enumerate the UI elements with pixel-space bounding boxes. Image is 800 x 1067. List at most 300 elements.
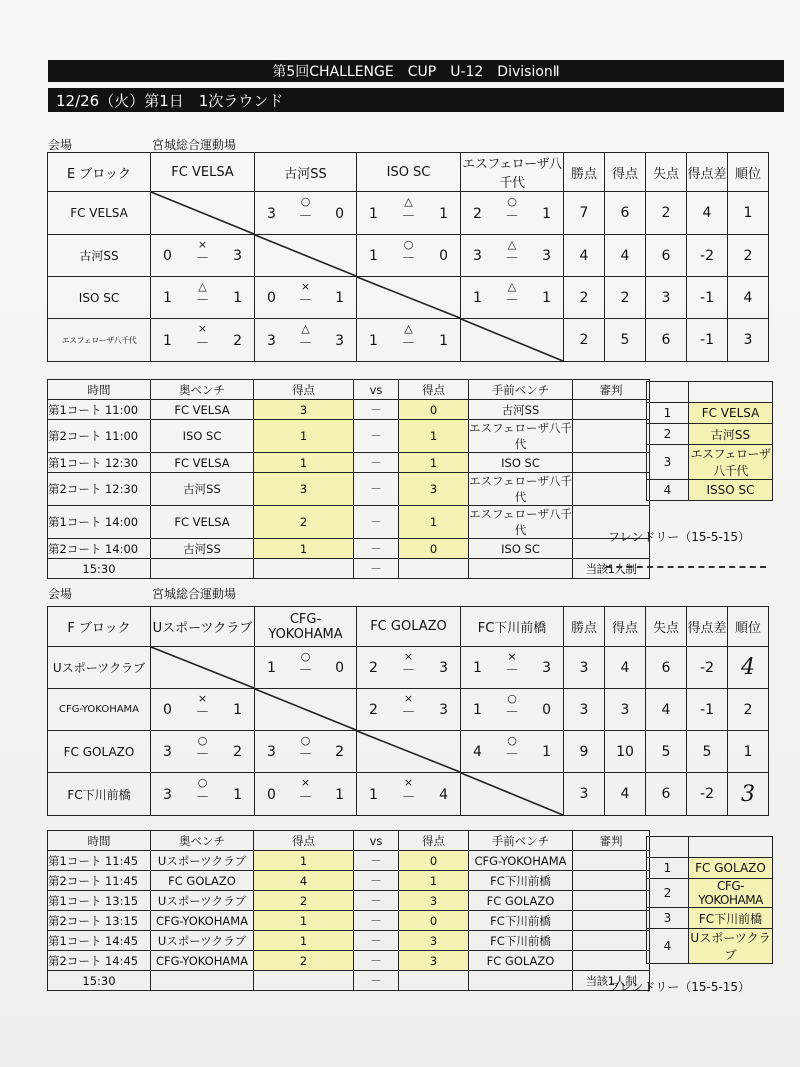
- grid-header-row: [48, 607, 769, 647]
- back-bench-team: 古河SS: [151, 539, 254, 559]
- score-left: 1: [163, 290, 172, 306]
- score-dash: －: [505, 747, 519, 763]
- grid-row-team: ISO SC: [48, 277, 151, 319]
- front-score: 1: [399, 506, 469, 539]
- grid-col-team: ISO SC: [357, 153, 461, 192]
- match-time: 第2コート 14:45: [48, 951, 151, 971]
- score-left: 1: [473, 290, 482, 306]
- stat-value: 9: [564, 731, 605, 773]
- rank-number: 3: [647, 908, 689, 929]
- score-dash: －: [401, 209, 416, 225]
- match-time: 第2コート 11:45: [48, 871, 151, 891]
- score-dash: －: [298, 209, 313, 225]
- score-right: 1: [542, 206, 551, 222]
- score-right: 0: [439, 248, 448, 264]
- match-time: 第1コート 13:15: [48, 891, 151, 911]
- ranking-row: [647, 424, 773, 445]
- match-result-cell: [255, 319, 357, 362]
- score-left: 1: [369, 787, 378, 803]
- back-bench-team: Uスポーツクラブ: [151, 851, 254, 871]
- score-dash: －: [505, 251, 519, 267]
- back-score: 1: [254, 539, 354, 559]
- stat-value: 3: [646, 277, 687, 319]
- self-match-cell: [357, 277, 461, 319]
- score-right: 3: [439, 660, 448, 676]
- referee: [573, 851, 650, 871]
- score-left: 3: [267, 744, 276, 760]
- schedule-header: 審判: [573, 831, 650, 851]
- score-left: 0: [267, 290, 276, 306]
- grid-row-team: 古河SS: [48, 235, 151, 277]
- schedule-row: [48, 453, 650, 473]
- grid-row: [48, 773, 769, 816]
- stat-value: -2: [687, 647, 728, 689]
- front-bench-team: FC GOLAZO: [469, 891, 573, 911]
- score-right: 2: [233, 333, 242, 349]
- schedule-header: vs: [354, 380, 399, 400]
- front-bench-team: ISO SC: [469, 453, 573, 473]
- stat-value: 2: [728, 689, 769, 731]
- match-result-cell: [255, 773, 357, 816]
- rank-number: 2: [647, 879, 689, 908]
- back-score: [254, 971, 354, 991]
- match-result-cell: [461, 731, 564, 773]
- front-bench-team: 古河SS: [469, 400, 573, 420]
- match-result-cell: [255, 731, 357, 773]
- self-match-cell: [461, 773, 564, 816]
- schedule-header: 得点: [254, 831, 354, 851]
- score-dash: －: [401, 251, 416, 267]
- schedule-header: 審判: [573, 380, 650, 400]
- rank-team: エスフェローザ八千代: [689, 445, 773, 480]
- score-left: 2: [369, 702, 378, 718]
- grid-row: [48, 731, 769, 773]
- front-score: 3: [399, 951, 469, 971]
- match-result-cell: [461, 647, 564, 689]
- vs-mark: －: [354, 931, 399, 951]
- score-left: 2: [369, 660, 378, 676]
- vs-mark: －: [354, 473, 399, 506]
- score-right: 1: [439, 333, 448, 349]
- result-mark: △: [507, 238, 517, 251]
- schedule-row: [48, 400, 650, 420]
- final-ranking-table: [646, 836, 773, 964]
- venue-name: 宮城総合運動場: [152, 138, 237, 152]
- front-score: 0: [399, 851, 469, 871]
- schedule-row: [48, 559, 650, 579]
- schedule-header: 時間: [48, 380, 151, 400]
- score-left: 1: [267, 660, 276, 676]
- score-right: 3: [233, 248, 242, 264]
- schedule-row: [48, 539, 650, 559]
- stat-value: 3: [605, 689, 646, 731]
- score-dash: －: [195, 790, 210, 806]
- match-result-cell: [461, 277, 564, 319]
- stat-header: 得点: [605, 607, 646, 647]
- schedule-row: [48, 951, 650, 971]
- divider-dash: [606, 566, 766, 568]
- match-result-cell: [255, 192, 357, 235]
- referee: [573, 931, 650, 951]
- score-left: 4: [473, 744, 482, 760]
- referee: [573, 911, 650, 931]
- front-bench-team: FC下川前橋: [469, 871, 573, 891]
- score-left: 1: [369, 333, 378, 349]
- match-result-cell: [461, 192, 564, 235]
- score-dash: －: [401, 663, 416, 679]
- match-time: 第2コート 11:00: [48, 420, 151, 453]
- rank-number: 2: [647, 424, 689, 445]
- result-mark: ○: [507, 195, 517, 208]
- score-right: 3: [542, 660, 551, 676]
- score-right: 0: [542, 702, 551, 718]
- schedule-row: [48, 473, 650, 506]
- rank-team: CFG-YOKOHAMA: [689, 879, 773, 908]
- ranking-row: [647, 879, 773, 908]
- referee: 当該1人制: [573, 971, 650, 991]
- result-mark: ○: [197, 776, 208, 789]
- front-bench-team: エスフェローザ八千代: [469, 421, 572, 451]
- score-right: 1: [335, 290, 344, 306]
- front-bench-team: エスフェローザ八千代: [469, 507, 572, 537]
- day-subtitle: 12/26（火）第1日 1次ラウンド: [48, 88, 784, 112]
- block-name: E ブロック: [48, 153, 151, 192]
- result-mark: ○: [507, 734, 517, 747]
- grid-header-row: [48, 153, 769, 192]
- stat-value: 5: [605, 319, 646, 362]
- ranking-row: [647, 908, 773, 929]
- self-match-cell: [255, 689, 357, 731]
- stat-value: 4: [564, 235, 605, 277]
- match-time: 15:30: [48, 559, 151, 579]
- result-mark: ×: [403, 776, 414, 789]
- score-right: 1: [233, 787, 242, 803]
- rank-team: FC VELSA: [689, 403, 773, 424]
- vs-mark: －: [354, 891, 399, 911]
- stat-value: -2: [687, 773, 728, 816]
- stat-header: 得点: [605, 153, 646, 192]
- result-mark: ×: [507, 650, 517, 663]
- self-match-cell: [255, 235, 357, 277]
- back-score: 1: [254, 453, 354, 473]
- schedule-header: vs: [354, 831, 399, 851]
- score-right: 3: [335, 333, 344, 349]
- referee: [573, 871, 650, 891]
- grid-col-team: CFG-YOKOHAMA: [255, 607, 357, 647]
- rank-team: ISSO SC: [689, 480, 773, 501]
- grid-row: [48, 319, 769, 362]
- match-time: 第1コート 14:00: [48, 506, 151, 539]
- back-bench-team: ISO SC: [151, 420, 254, 453]
- grid-row-team: FC下川前橋: [48, 773, 151, 816]
- result-mark: ×: [403, 650, 414, 663]
- referee: [573, 891, 650, 911]
- stat-value: -2: [687, 235, 728, 277]
- back-bench-team: Uスポーツクラブ: [151, 931, 254, 951]
- back-score: 1: [254, 931, 354, 951]
- schedule-header: 奥ベンチ: [151, 380, 254, 400]
- match-result-cell: [357, 192, 461, 235]
- score-right: 2: [233, 744, 242, 760]
- self-match-cell: [151, 192, 255, 235]
- score-right: 1: [233, 702, 242, 718]
- result-mark: ○: [300, 734, 311, 747]
- match-result-cell: [151, 731, 255, 773]
- score-left: 3: [267, 206, 276, 222]
- grid-row: [48, 647, 769, 689]
- venue-label: 会場: [48, 587, 73, 601]
- score-dash: －: [298, 663, 313, 679]
- self-match-cell: [151, 647, 255, 689]
- match-result-cell: [255, 647, 357, 689]
- match-schedule-table: [47, 379, 650, 579]
- stat-header: 得点差: [687, 607, 728, 647]
- score-dash: －: [195, 251, 210, 267]
- tournament-title: 第5回CHALLENGE CUP U-12 DivisionⅡ: [48, 60, 784, 82]
- score-dash: －: [195, 705, 210, 721]
- friendly-note: フレンドリー（15-5-15）: [608, 530, 751, 544]
- stat-value: -1: [687, 277, 728, 319]
- score-dash: －: [401, 790, 416, 806]
- score-right: 2: [335, 744, 344, 760]
- schedule-header: 奥ベンチ: [151, 831, 254, 851]
- score-dash: －: [401, 705, 416, 721]
- result-mark: ×: [403, 692, 414, 705]
- score-dash: －: [298, 336, 313, 352]
- result-mark: ×: [300, 280, 311, 293]
- back-bench-team: FC VELSA: [151, 400, 254, 420]
- score-left: 1: [369, 248, 378, 264]
- grid-row-team: エスフェローザ八千代: [48, 319, 151, 362]
- result-mark: △: [404, 322, 413, 335]
- match-result-cell: [357, 319, 461, 362]
- ranking-row: [647, 480, 773, 501]
- back-score: 4: [254, 871, 354, 891]
- front-bench-team: FC下川前橋: [469, 911, 573, 931]
- stat-value: 6: [646, 647, 687, 689]
- result-mark: ○: [300, 650, 311, 663]
- stat-value: 5: [687, 731, 728, 773]
- score-left: 0: [267, 787, 276, 803]
- match-result-cell: [151, 689, 255, 731]
- stat-value: 4: [728, 647, 769, 689]
- match-result-cell: [151, 235, 255, 277]
- score-right: 0: [335, 660, 344, 676]
- back-bench-team: [151, 971, 254, 991]
- score-left: 1: [369, 206, 378, 222]
- match-result-cell: [461, 689, 564, 731]
- grid-row-team: CFG-YOKOHAMA: [48, 689, 151, 731]
- schedule-row: [48, 506, 650, 539]
- ranking-row: [647, 929, 773, 964]
- schedule-row: [48, 911, 650, 931]
- stat-value: 3: [728, 773, 769, 816]
- stat-value: 4: [605, 647, 646, 689]
- front-score: 3: [399, 931, 469, 951]
- back-score: 3: [254, 473, 354, 506]
- match-result-cell: [151, 277, 255, 319]
- result-mark: ○: [300, 195, 311, 208]
- match-time: 第2コート 14:00: [48, 539, 151, 559]
- stat-header: 勝点: [564, 607, 605, 647]
- stat-value: 1: [728, 192, 769, 235]
- self-match-cell: [461, 319, 564, 362]
- grid-row-team: Uスポーツクラブ: [48, 647, 151, 689]
- score-dash: －: [195, 747, 210, 763]
- schedule-row: [48, 420, 650, 453]
- schedule-header: 得点: [399, 380, 469, 400]
- front-score: 0: [399, 911, 469, 931]
- grid-row: [48, 235, 769, 277]
- front-score: 0: [399, 539, 469, 559]
- score-left: 3: [163, 744, 172, 760]
- vs-mark: －: [354, 420, 399, 453]
- referee: [573, 453, 650, 473]
- back-bench-team: Uスポーツクラブ: [151, 891, 254, 911]
- grid-row: [48, 277, 769, 319]
- vs-mark: －: [354, 559, 399, 579]
- vs-mark: －: [354, 400, 399, 420]
- ranking-header-row: [647, 837, 773, 858]
- match-result-cell: [357, 773, 461, 816]
- stat-header: 失点: [646, 153, 687, 192]
- vs-mark: －: [354, 911, 399, 931]
- stat-value: 1: [728, 731, 769, 773]
- stat-value: 7: [564, 192, 605, 235]
- score-dash: －: [505, 293, 519, 309]
- referee: [573, 951, 650, 971]
- result-mark: ×: [300, 776, 311, 789]
- result-mark: △: [198, 280, 207, 293]
- front-bench-team: CFG-YOKOHAMA: [469, 851, 573, 871]
- rank-team: FC GOLAZO: [689, 858, 773, 879]
- match-time: 第1コート 12:30: [48, 453, 151, 473]
- back-score: 3: [254, 400, 354, 420]
- stat-value: 5: [646, 731, 687, 773]
- stat-header: 順位: [728, 153, 769, 192]
- grid-col-team: FC GOLAZO: [357, 607, 461, 647]
- result-mark: ○: [197, 734, 208, 747]
- rank-team: Uスポーツクラブ: [689, 929, 773, 964]
- schedule-header: 時間: [48, 831, 151, 851]
- ranking-row: [647, 858, 773, 879]
- stat-value: 2: [564, 319, 605, 362]
- referee: 当該1人制: [573, 559, 650, 579]
- stat-value: 4: [605, 235, 646, 277]
- stat-value: -1: [687, 319, 728, 362]
- stat-value: 2: [605, 277, 646, 319]
- round-robin-table: [47, 152, 769, 362]
- stat-value: 4: [728, 277, 769, 319]
- schedule-header: 得点: [254, 380, 354, 400]
- back-score: 1: [254, 851, 354, 871]
- venue-name: 宮城総合運動場: [152, 587, 237, 601]
- match-result-cell: [461, 235, 564, 277]
- grid-row: [48, 192, 769, 235]
- score-right: 3: [542, 248, 551, 264]
- vs-mark: －: [354, 506, 399, 539]
- match-time: 第1コート 11:00: [48, 400, 151, 420]
- score-left: 1: [473, 660, 482, 676]
- referee: [573, 420, 650, 453]
- grid-row: [48, 689, 769, 731]
- stat-header: 得点差: [687, 153, 728, 192]
- match-result-cell: [151, 319, 255, 362]
- stat-value: 10: [605, 731, 646, 773]
- stat-value: 2: [728, 235, 769, 277]
- referee: [573, 473, 650, 506]
- front-bench-team: FC GOLAZO: [469, 951, 573, 971]
- score-dash: －: [195, 293, 210, 309]
- result-mark: △: [301, 322, 310, 335]
- schedule-row: [48, 851, 650, 871]
- front-score: 3: [399, 891, 469, 911]
- front-bench-team: エスフェローザ八千代: [469, 474, 572, 504]
- result-mark: ×: [197, 238, 208, 251]
- match-result-cell: [357, 647, 461, 689]
- grid-col-team: 古河SS: [255, 153, 357, 192]
- score-right: 1: [335, 787, 344, 803]
- schedule-row: [48, 971, 650, 991]
- front-bench-team: [469, 971, 573, 991]
- schedule-header-row: [48, 831, 650, 851]
- schedule-header: 手前ベンチ: [469, 831, 573, 851]
- result-mark: ×: [197, 692, 208, 705]
- schedule-row: [48, 891, 650, 911]
- score-right: 1: [542, 290, 551, 306]
- match-time: 第2コート 13:15: [48, 911, 151, 931]
- score-dash: －: [298, 747, 313, 763]
- front-bench-team: [469, 559, 573, 579]
- schedule-row: [48, 931, 650, 951]
- ranking-row: [647, 403, 773, 424]
- result-mark: △: [404, 195, 413, 208]
- vs-mark: －: [354, 871, 399, 891]
- score-left: 0: [163, 248, 172, 264]
- score-dash: －: [298, 790, 313, 806]
- match-time: 第1コート 14:45: [48, 931, 151, 951]
- score-dash: －: [505, 209, 519, 225]
- score-right: 1: [439, 206, 448, 222]
- ranking-row: [647, 445, 773, 480]
- rank-team: FC下川前橋: [689, 908, 773, 929]
- match-result-cell: [357, 235, 461, 277]
- stat-value: 2: [564, 277, 605, 319]
- score-left: 0: [163, 702, 172, 718]
- rank-number: 3: [647, 445, 689, 480]
- score-right: 3: [439, 702, 448, 718]
- vs-mark: －: [354, 971, 399, 991]
- score-dash: －: [298, 293, 313, 309]
- stat-value: 3: [564, 773, 605, 816]
- back-score: 1: [254, 911, 354, 931]
- stat-header: 順位: [728, 607, 769, 647]
- match-schedule-table: [47, 830, 650, 991]
- stat-value: 2: [646, 192, 687, 235]
- stat-value: 6: [646, 235, 687, 277]
- match-result-cell: [151, 773, 255, 816]
- score-left: 3: [163, 787, 172, 803]
- score-left: 2: [473, 206, 482, 222]
- schedule-header-row: [48, 380, 650, 400]
- score-left: 3: [267, 333, 276, 349]
- result-mark: ○: [507, 692, 517, 705]
- front-bench-team: FC下川前橋: [469, 931, 573, 951]
- score-left: 3: [473, 248, 482, 264]
- score-dash: －: [195, 336, 210, 352]
- front-score: 1: [399, 453, 469, 473]
- result-mark: ○: [403, 238, 414, 251]
